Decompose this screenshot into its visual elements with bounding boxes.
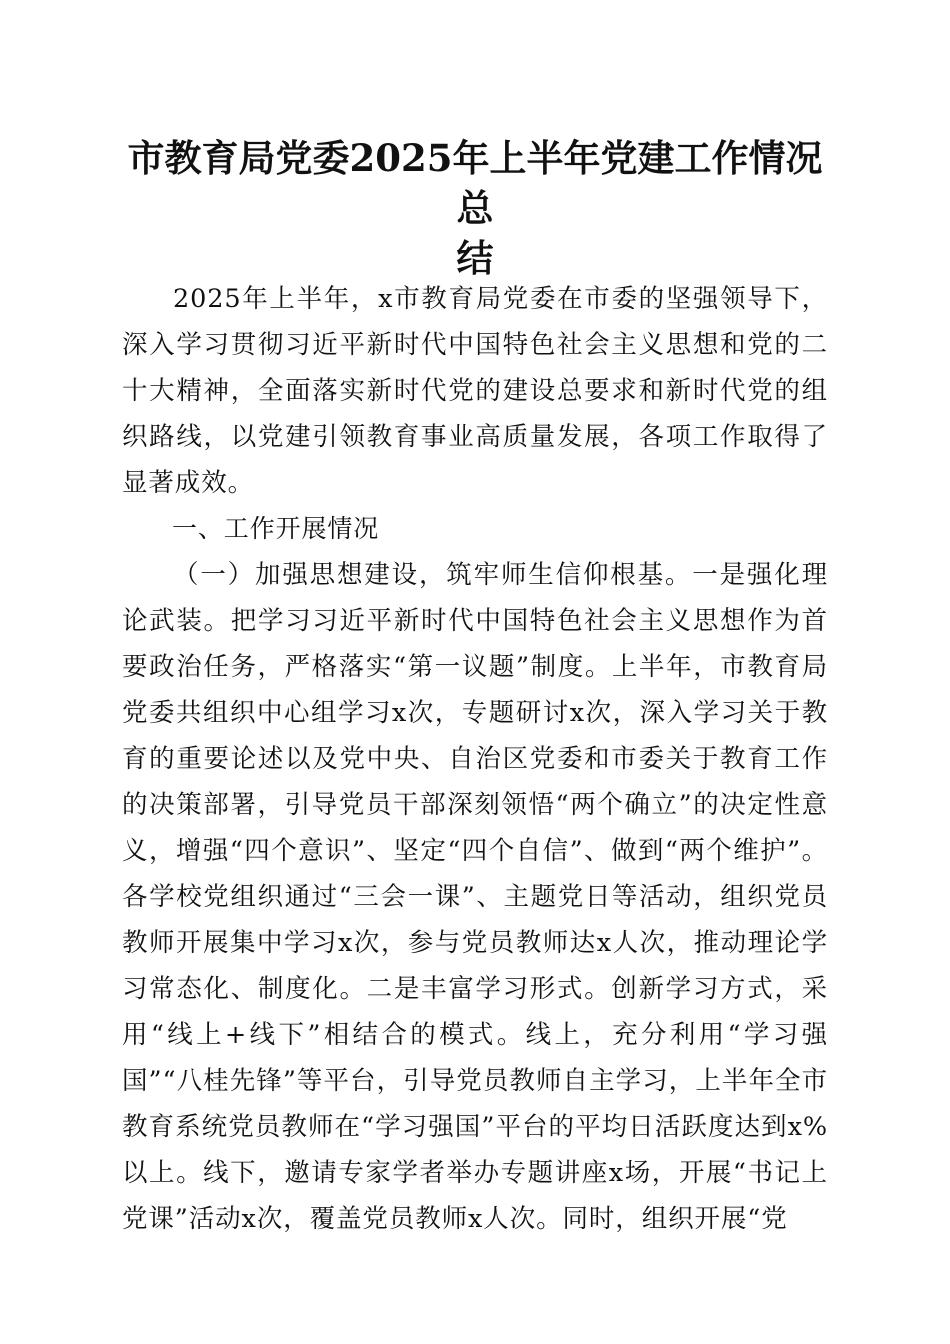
document-body [122, 276, 828, 1242]
title-line-2: 结 [456, 236, 494, 280]
intro-paragraph: 2025年上半年，x市教育局党委在市委的坚强领导下，深入学习贯彻习近平新时代中国特色社会主义思想和党的二十大精神，全面落实新时代党的建设总要求和新时代党的组织路线，以党建引领教育事业高质量发展，各项工作取得了显著成效。 [122, 284, 828, 498]
subsection-paragraph [122, 552, 828, 1242]
title-line-1: 市教育局党委2025年上半年党建工作情况总 [127, 136, 823, 230]
section-heading: 一、工作开展情况 [172, 514, 380, 543]
subsection-body: 一是强化理论武装。把学习习近平新时代中国特色社会主义思想作为首要政治任务，严格落实“第一议题”制度。上半年，市教育局党委共组织中心组学习x次，专题研讨x次，深入学习关于教育的重要论述以及党中央、自治区党委和市委关于教育工作的决策部署，引导党员干部深刻领悟“两个确立”的决定性意义，增强“四个意识”、坚定“四个自信”、做到“两个维护”。各学校党组织通过“三会一课”、主题党日等活动，组织党员教师开展集中学习x次，参与党员教师达x人次，推动理论学习常态化、制度化。二是丰富学习形式。创新学习方式，采用“线上+线下”相结合的模式。线上，充分利用“学习强国”“八桂先锋”等平台，引导党员教师自主学习，上半年全市教育系统党员教师在“学习强国”平台的平均日活跃度达到x%以上。线下，邀请专家学者举办专题讲座x场，开展“书记上党课”活动x次，覆盖党员教师x人次。同时，组织开展“党 [122, 560, 828, 1234]
document-title [120, 133, 830, 283]
subsection-heading: （一）加强思想建设，筑牢师生信仰根基。 [173, 560, 693, 590]
